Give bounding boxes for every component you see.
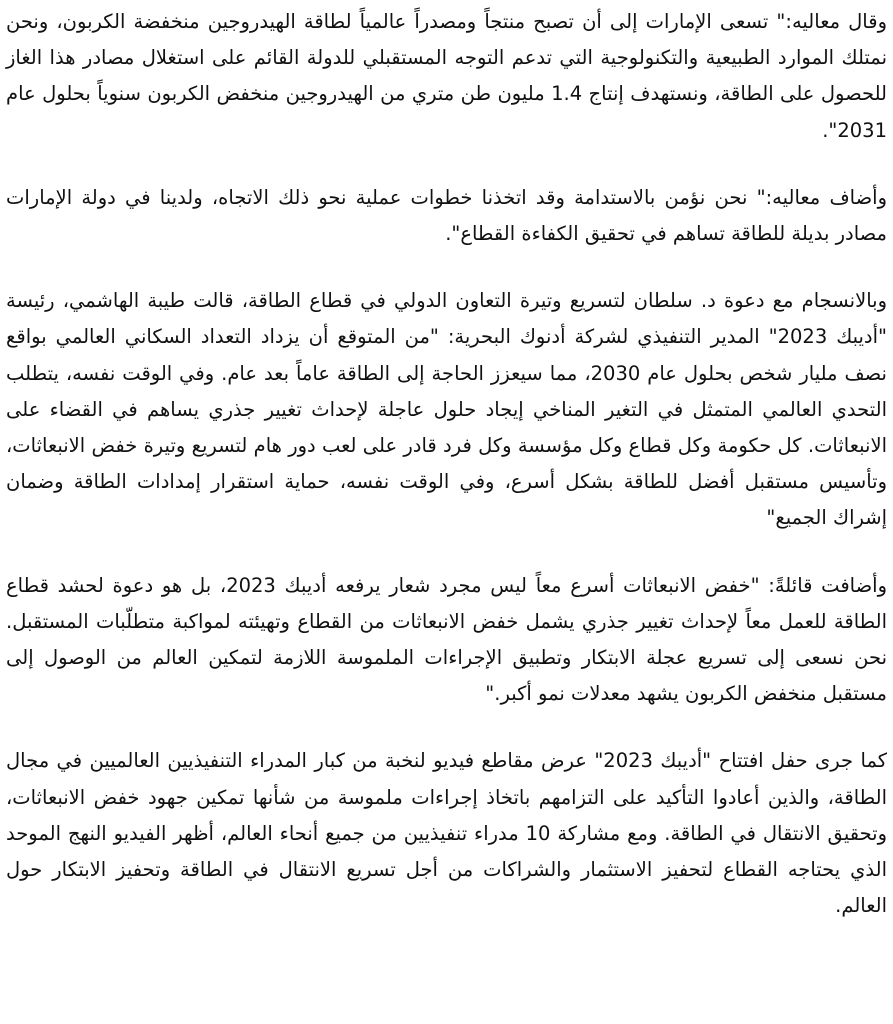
paragraph-minister-sustainability-quote: وأضاف معاليه:" نحن نؤمن بالاستدامة وقد اتخذنا خطوات عملية نحو ذلك الاتجاه، ولدينا في دولة الإمارات مصادر بديلة للطاقة تساهم في تحقيق الكفاءة القطاع". [6, 185, 887, 246]
paragraph-hashemi-emissions-quote: وأضافت قائلةً: "خفض الانبعاثات أسرع معاً ليس مجرد شعار يرفعه أديبك 2023، بل هو دعوة لحشد قطاع الطاقة للعمل معاً لإحداث تغيير جذري يشمل خفض الانبعاثات من القطاع وتهيئته لمواكبة متطلّبات المستقبل. نحن نسعى إلى تسريع عجلة الابتكار وتطبيق الإجراءات الملموسة اللازمة لتمكين العالم من الوصول إلى مستقبل منخفض الكربون يشهد معدلات نمو أكبر." [6, 573, 887, 706]
paragraph-minister-hydrogen-quote: وقال معاليه:" تسعى الإمارات إلى أن تصبح منتجاً ومصدراً عالمياً لطاقة الهيدروجين منخفضة الكربون، ونحن نمتلك الموارد الطبيعية والتكنولوجية التي تدعم التوجه المستقبلي للدولة القائم على استغلال مصادر هذا الغاز للحصول على الطاقة، ونستهدف إنتاج 1.4 مليون طن متري من الهيدروجين منخفض الكربون سنوياً بحلول عام 2031". [6, 10, 887, 142]
paragraph-opening-ceremony-video: كما جرى حفل افتتاح "أديبك 2023" عرض مقاطع فيديو لنخبة من كبار المدراء التنفيذيين العالميين في مجال الطاقة، والذين أعادوا التأكيد على التزامهم باتخاذ إجراءات ملموسة من شأنها تمكين جهود خفض الانبعاثات، وتحقيق الانتقال في الطاقة. ومع مشاركة 10 مدراء تنفيذيين من جميع أنحاء العالم، أظهر الفيديو النهج الموحد الذي يحتاجه القطاع لتحفيز الاستثمار والشراكات من أجل تسريع الانتقال في الطاقة وتحفيز الابتكار حول العالم. [6, 749, 888, 918]
paragraph-hashemi-population-quote: وبالانسجام مع دعوة د. سلطان لتسريع وتيرة التعاون الدولي في قطاع الطاقة، قالت طيبة الهاشمي، رئيسة "أديبك 2023" المدير التنفيذي لشركة أدنوك البحرية: "من المتوقع أن يزداد التعداد السكاني العالمي بواقع نصف مليار شخص بحلول عام 2030، مما سيعزز الحاجة إلى الطاقة عاماً بعد عام. وفي الوقت نفسه، يتطلب التحدي العالمي المتمثل في التغير المناخي إيجاد حلول عاجلة لإحداث تغيير جذري يساهم في القضاء على الانبعاثات. كل حكومة وكل قطاع وكل مؤسسة وكل فرد قادر على لعب دور هام لتسريع وتيرة خفض الانبعاثات، وتأسيس مستقبل أفضل للطاقة بشكل أسرع، وفي الوقت نفسه، حماية استقرار إمدادات الطاقة وضمان إشراك الجميع" [6, 289, 888, 530]
